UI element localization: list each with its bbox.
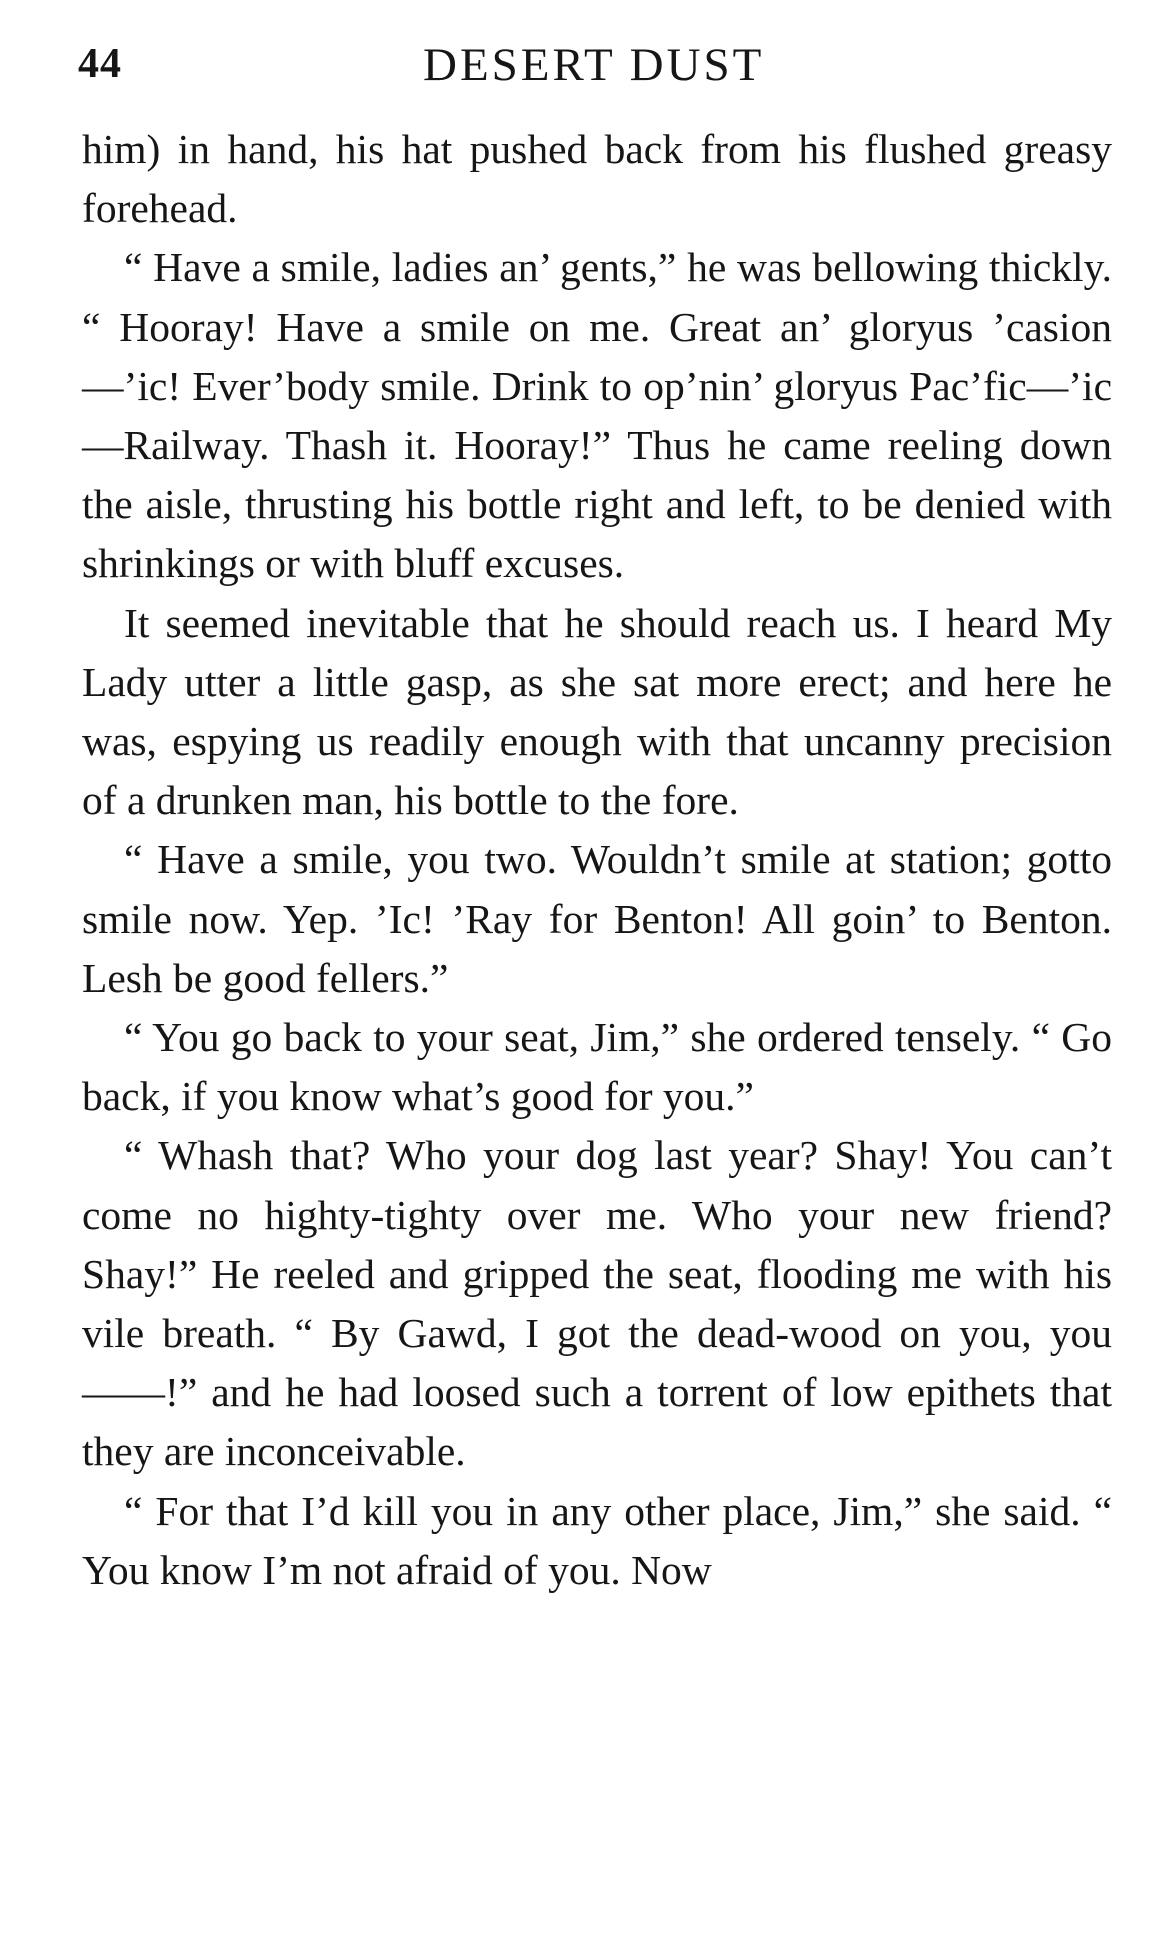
paragraph: “ Whash that? Who your dog last year? Shay! You can’t come no highty-tighty over me. Who your new friend? Shay!” He reeled and gripped the seat, flooding me with his vile breath. “ By Gawd, I got the dead-wood on you, you ——!” and he had loosed such a torrent of low epithets that they are inconceivable. xyxy=(82,1132,1112,1475)
page-header xyxy=(78,32,1118,102)
body-text xyxy=(82,120,1112,1600)
paragraph: “ You go back to your seat, Jim,” she ordered tensely. “ Go back, if you know what’s good for you.” xyxy=(82,1014,1112,1120)
paragraph-continuation: him) in hand, his hat pushed back from his flushed greasy forehead. xyxy=(82,126,1112,232)
running-title: DESERT DUST xyxy=(423,39,765,91)
paragraph: “ For that I’d kill you in any other place, Jim,” she said. “ You know I’m not afraid of you. Now xyxy=(82,1487,1112,1593)
paragraph: “ Have a smile, ladies an’ gents,” he was bellowing thickly. “ Hooray! Have a smile on me. Great an’ gloryus ’casion—’ic! Ever’body smile. Drink to op’nin’ gloryus Pac’fic—’ic—Railway. Thash it. Hooray!” Thus he came reeling down the aisle, thrusting his bottle right and left, to be denied with shrinkings or with bluff excuses. xyxy=(82,244,1112,587)
page-number: 44 xyxy=(78,41,122,87)
paragraph: “ Have a smile, you two. Wouldn’t smile at station; gotto smile now. Yep. ’Ic! ’Ray for Benton! All goin’ to Benton. Lesh be good fellers.” xyxy=(82,836,1112,1001)
paragraph: It seemed inevitable that he should reach us. I heard My Lady utter a little gasp, as she sat more erect; and here he was, espying us readily enough with that uncanny precision of a drunken man, his bottle to the fore. xyxy=(82,599,1112,824)
